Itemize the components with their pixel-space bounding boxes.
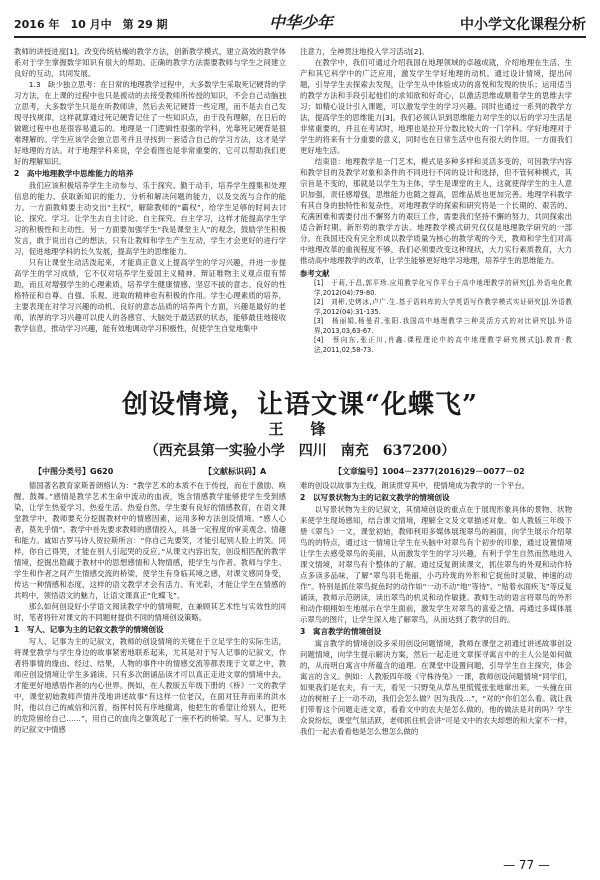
article-author: 王 锋: [268, 420, 332, 438]
paragraph: 以写景状物为主的记叙文，其情境创设的重点在于展现形象具体的景物、状物来使学生现场感知，结合课文情境，理解全文及文章描述对象。如人教版三年级下册《翠鸟》一文，课堂初始，教师利用多媒体展现翠鸟的画面，向学生展示介绍翠鸟的的特点，通过这一情境让学生在头脑中对翠鸟有个初步的印象，通过设置情境让学生去感受翠鸟的美丽，从而激发学生的学习兴趣，有利于学生自然而然地进入课文情境，对翠鸟有个整体的了解。通过反复朗读课文，抓住翠鸟的外观和动作特点多读多品味，了解“翠鸟羽毛艳丽，小巧玲珑的外形和它捉鱼时灵敏、神速的动作”。特别是抓住翠鸟捉鱼时的动作如“一动不动”地“等待”、“贴着水面疾飞”等反复诵读，教师示范朗读，读出翠鸟的机灵和动作敏捷。教师生动的语言将翠鸟的外形和动作栩栩如生地展示在学生面前，激发学生对翠鸟的喜爱之情。再通过多媒体展示翠鸟的图片，让学生深入地了解翠鸟，从而达到了教学的目的。: [300, 505, 572, 624]
paragraph: 难的创设以故事为主线，朗读贯穿其中，使情境成为教学的一个平台。: [300, 481, 530, 490]
page-number: — 77 —: [503, 858, 550, 872]
issue-info: 2016 年 10 月中 第 29 期: [14, 18, 168, 31]
top-article: [14, 46, 586, 380]
references-title: 参考文献: [300, 269, 330, 278]
section-heading: 2 高中地理教学中思维能力的培养: [14, 169, 134, 178]
paragraph: 在教学中，我们可通过介绍我国在地理领域的卓越成就，介绍地理在生活、生产和其它科学中的广泛应用，激发学生学好地理的动机。通过设计情境，提出问题，引导学生去探索去发现，让学生从中体验成功的喜悦和发现的快乐；运用适当的教学方法和手段引起他们的求知欲和好奇心，以激活思维或顺着学生的思维去学习；如精心设计引入课题，可以激发学生的学习兴趣。同时也通过一系列的教学方法，提高学生的思维能力[3]。我们必须认识到思维能力对学生的以后的学习生活是非常重要的，并且在考试时，地理也是拉开分数比较大的一门学科。学好地理对于学生的将来有十分重要的意义，同时也在日常生活中也有很大的作用。一方面我们更好地生活。: [300, 58, 572, 155]
section-heading: 2 以写景状物为主的记叙文教学的情境创设: [300, 493, 450, 502]
reference-item: [1] 于莉,于昌,郭平珍.应用教学化写作平台于高中地理教学的研究[J].外语电化教学,2012(04):79-80.: [314, 279, 572, 297]
main-article: [14, 480, 586, 850]
article-title: 创设情境，让语文课“化蝶飞”: [122, 390, 478, 420]
section-heading: 3 寓言教学的情境创设: [300, 627, 382, 636]
paragraph: 德国著名教育家斯普朗格认为：“教学艺术的本质不在于传授，而在于激励、唤醒、鼓舞。”感情是教学艺术生命中流动的血液，饱含情感教学能够使学生受到感染，让学生热爱学习、热爱生活、热爱自然。学生要有良好的情感教育，在语文课堂教学中，教师要充分挖掘教材中的情感因素，运用多种方法创设情境。“感人心者，莫先乎情”。教学中首先要求教师的感情投入，具备一定程度的审美观念、情趣和能力。诚如古罗马诗人贺拉斯所言：“你自己先要笑，才能引起别人脸上的笑。同样，你自己得哭，才能在别人引起哭的反应。”从课文内容出发，创设相匹配的教学情境，挖掘出隐藏于教材中的思想感情和人物情感，使学生与作者、教师与学生、学生和作者之间产生情感交流的桥梁，使学生有身临其境之感，对课文感同身受，传达一种情感和态度，这样的语文教学才会有活力、有光彩，才能让学生在情感的共鸣中，领悟语文的魅力，让语文课真正“化蝶飞”。: [14, 481, 286, 600]
paragraph: 注意力，全神贯注地投入学习活动[2]。: [300, 47, 429, 56]
section-name: 中小学文化课程分析: [460, 17, 586, 33]
main-article-right-column: [300, 480, 572, 850]
paragraph: 写人、记事为主的记叙文，教师的创设情境的关键在于立足学生的实际生活，将课堂教学与学生身边的故事紧密地联系起来，尤其是对于写人记事的记叙文，作者将事情的缘由、经过、结果，人物的事件中的情感交流等都表现于文章之中，教师应创设情境让学生多诵读。只有多次朗诵品读才可以真正走进文章的情境中去，才能更好地感悟作者的内心世界。例如，在人教版五年级下册的《桥》一文的教学中，课堂初始教师声情并茂地讲述故事“有这样一位老汉，在面对狂奔而来的洪水时，他以自己的威信和沉着，指挥村民有序地撤离，他把生的希望让给别人，把死的危险留给自己……”，用自己的血肉之躯筑起了一座不朽的桥梁。写人、记事为主的记叙文中情感: [14, 637, 286, 734]
top-article-left-column: [14, 46, 286, 380]
top-article-right-column: [300, 46, 572, 380]
paragraph: 我们应该积极培养学生主动参与、乐于探究、勤于动手，培养学生搜集和处理信息的能力、获取新知识的能力、分析和解决问题的能力，以及交流与合作的能力。一方面教师要主动交出“主权”，解除教师的“霸权”，给学生足够的时间去讨论、探究、学习。让学生去自主讨论、自主探究、自主学习，这样才能提高学生学习的积极性和主动性。另一方面要加强学生“我是课堂主人”的观念，鼓励学生积极发言，敢于说出自己的想法，只有让教师和学生产生互动，学生才会更好的进行学习，促进地理学科的长久发展，提高学生的思维能力。: [14, 181, 286, 256]
article-number: 【文章编号】1004－2377(2016)29－0077－02: [334, 467, 525, 476]
paragraph: 教师的讲授进度[1]，改变传统枯燥的教学方法，创新教学模式，建立高效的教学体系对于学生掌握数学知识有很大的帮助。正确的教学方法需要教师与学生之间建立良好的互动，共同发展。: [14, 47, 286, 78]
document-code: 【文献标识码】A: [204, 467, 267, 476]
class-number: 【中图分类号】G620: [34, 467, 114, 476]
page-header: [14, 6, 586, 38]
reference-item: [4] 蔡向东,张正川,肖鑫.课程理论中的高中地理教学研究模式[J].教育·教法,2011,02,58-73.: [314, 336, 572, 354]
reference-item: [2] 刘彬,史烤冰,卢广.生.基于语料库的大学英语写作教学模式实证研究[J].外语教学,2012(04):31-135.: [314, 298, 572, 316]
paragraph: 结束语：地理教学是一门艺术，模式是多种多样和灵活多变的，可因教学内容和教学目的及教学对象和条件的不同进行不同的设计和选择，但不管何种模式，其宗旨是不变的，那就是以学生为主体，学生是课堂的主人，这就使得学生的主人意识加强，责任感增强，思维能力也随之提高，思维品质也更加完善。地理学科教学有其自身的独特性和复杂性，对地理教学的探索和研究将是一个长期的、艰苦的、充满困难和需要付出不懈努力的艰巨工作，需要我们坚持不懈的努力，共同探索出适合新时期、新形势的教学方法。地理教学模式研究仅仅是地理教学研究的一部分。在我国还没有完全形成以教学质量为核心的教学观的今天，教师和学生们对高中地理改革的重视程度不够，我们必须要改变这种现状，大力实行素质教育，大力推动高中地理教学的改革，让学生能够更好地学习地理，培养学生的思维能力。: [300, 157, 572, 265]
references-list: [300, 279, 572, 355]
paragraph: 只有让课堂生动活泼起来，才能真正意义上提高学生的学习兴趣，并进一步提高学生的学习成绩，它不仅对培养学生爱国主义精神、辩证唯物主义观点很有帮助，而且对增强学生的心理素质，培养学生健康情感、坚忍不拔的意志、良好的性格特征和自尊、自强、乐观、进取的精神也有积极的作用。学生心理素质的培养，主要表现在对学习兴趣的动机、良好的意志品质的培养两个方面，兴趣是最好的老师，浓厚的学习兴趣可以使人的各感官、大脑处于最活跃的状态，能够最佳地接收教学信息，推动学习兴趣，能有效地调动学习积极性，促使学生自觉地集中: [14, 258, 286, 333]
section-heading: 1 写人、记事为主的记叙文教学的情境创设: [14, 625, 164, 634]
article-affiliation: （西充县第一实验小学 四川 南充 637200）: [144, 443, 456, 459]
paragraph: 1.3 缺少独立思考：在日常的地理教学过程中，大多数学生采取死记硬背的学习方法，在上课的过程中也只是被动的去接受教师所传授的知识，不会自己动脑独立思考，大多数学生只是在听教师讲，然后去死记硬背一些定理，而不是去自己发现寻找规律，这样就算通过死记硬背记住了一些知识点，由于没有理解，在日后的做题过程中也是很容易遗忘的。地理是一门逻辑性很强的学科，光靠死记硬背是很难理解的。学生应该学会独立思考并且寻找到一套适合自己的学习方法，这才是学好地理的方法。对于地理学科来说，学会看图也是非常重要的，它可以帮助我们更好的理解知识。: [14, 80, 286, 166]
reference-item: [3] 杨丽娟,杨曼君,张阳.我国高中地理教学三种灵活方式的对比研究[J].外语界,2013,03,63-67.: [314, 317, 572, 335]
main-article-left-column: [14, 480, 286, 850]
journal-name: 中华少年: [269, 13, 334, 32]
paragraph: 那么如何创设好小学语文阅读教学中的情境呢，在兼顾其艺术性与实效性的同时，笔者将针对课文的不同题材提供不同的情境创设策略。: [14, 602, 286, 622]
paragraph: 寓言教学的情境创设多采用创设问题情境，教师在课堂之初通过讲述故事创设问题情境，向学生提示解决方案，然后一起走进文章探寻寓言中的主人公是如何做的，从而明白寓言中所蕴含的道理。在课堂中设置问题，引导学生自主探究，体会寓言的含义。例如：人教版四年级《守株待兔》一课，教师创设问题情境“同学们，如果我们是农夫，有一天，看见一只野兔从草丛里慌慌张张地窜出来，一头撞在田边的树桩子上一动不动，我们会怎么做？因为我没…”，“对的”你们怎么看。就让我们带着这个问题走进文章，看看文中的农夫是怎么做的，他的做法是对的吗？学生众说纷纭，课堂气氛活跃，老师抓住机会讲“可是文中的农夫却想的和大家不一样，我们一起去看看他是怎么想怎么做的: [300, 639, 572, 736]
